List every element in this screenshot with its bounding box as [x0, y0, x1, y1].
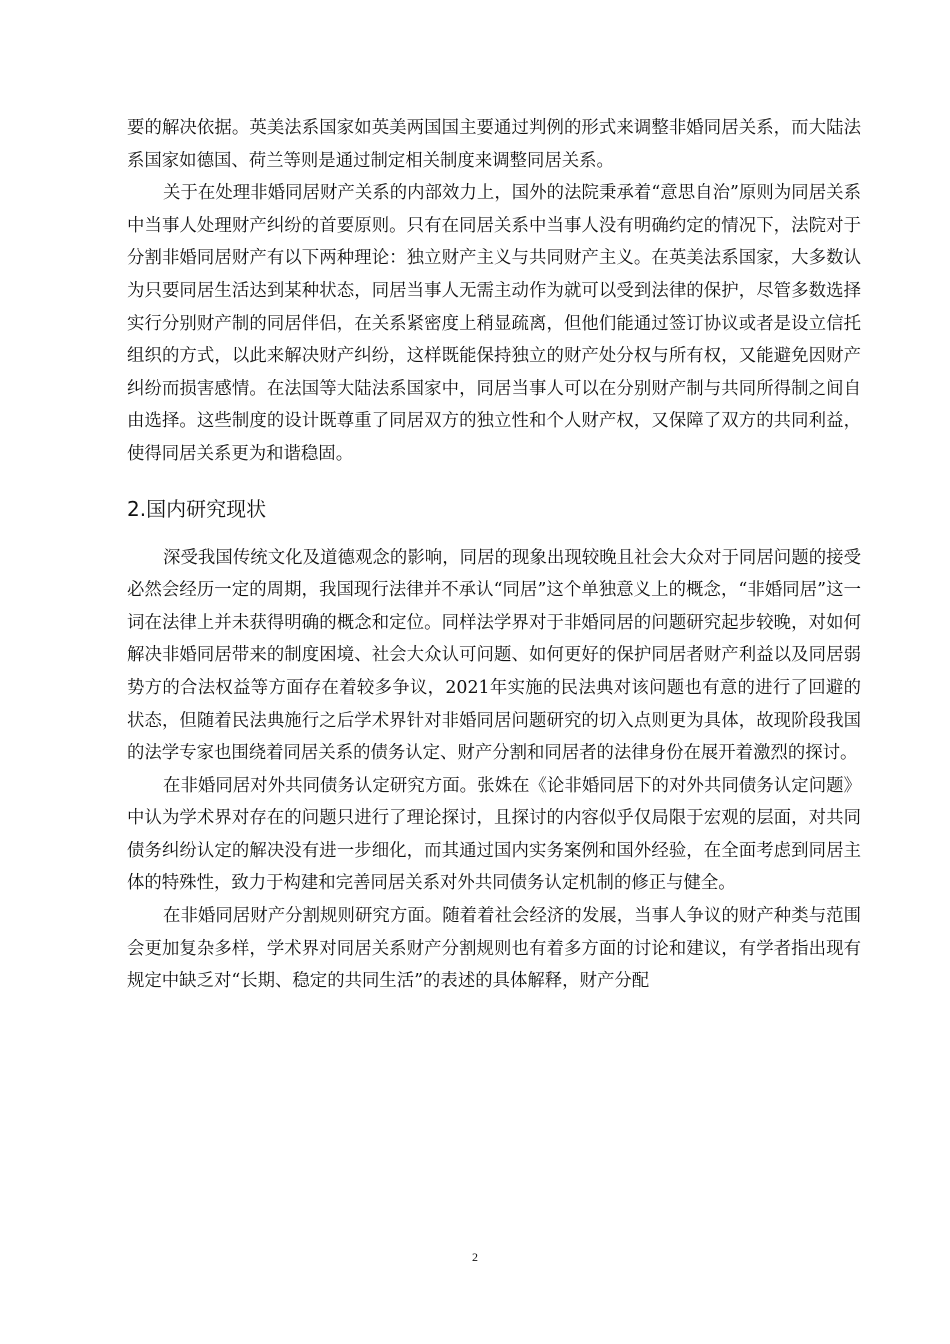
paragraph-domestic-overview: 深受我国传统文化及道德观念的影响，同居的现象出现较晚且社会大众对于同居问题的接受必然会经历一定的周期，我国现行法律并不承认“同居”这个单独意义上的概念，“非婚同居”这一词在法律上并未获得明确的概念和定位。同样法学界对于非婚同居的问题研究起步较晚，对如何解决非婚同居带来的制度困境、社会大众认可问题、如何更好的保护同居者财产利益以及同居弱势方的合法权益等方面存在着较多争议，2021年实施的民法典对该问题也有意的进行了回避的状态，但随着民法典施行之后学术界针对非婚同居问题研究的切入点则更为具体，故现阶段我国的法学专家也围绕着同居关系的债务认定、财产分割和同居者的法律身份在展开着激烈的探讨。: [127, 547, 861, 764]
document-body: [127, 112, 861, 998]
paragraph-foreign-property: 关于在处理非婚同居财产关系的内部效力上，国外的法院秉承着“意思自治”原则为同居关系中当事人处理财产纠纷的首要原则。只有在同居关系中当事人没有明确约定的情况下，法院对于分割非婚同居财产有以下两种理论：独立财产主义与共同财产主义。在英美法系国家，大多数认为只要同居生活达到某种状态，同居当事人无需主动作为就可以受到法律的保护，尽管多数选择实行分别财产制的同居伴侣，在关系紧密度上稍显疏离，但他们能通过签订协议或者是设立信托组织的方式，以此来解决财产纠纷，这样既能保持独立的财产处分权与所有权，又能避免因财产纠纷而损害感情。在法国等大陆法系国家中，同居当事人可以在分别财产制与共同所得制之间自由选择。这些制度的设计既尊重了同居双方的独立性和个人财产权，又保障了双方的共同利益，使得同居关系更为和谐稳固。: [127, 183, 861, 464]
paragraph-joint-debt: 在非婚同居对外共同债务认定研究方面。张姝在《论非婚同居下的对外共同债务认定问题》中认为学术界对存在的问题只进行了理论探讨，且探讨的内容似乎仅局限于宏观的层面，对共同债务纠纷认定的解决没有进一步细化，而其通过国内实务案例和国外经验，在全面考虑到同居主体的特殊性，致力于构建和完善同居关系对外共同债务认定机制的修正与健全。: [127, 775, 861, 894]
paragraph-property-division: 在非婚同居财产分割规则研究方面。随着着社会经济的发展，当事人争议的财产种类与范围会更加复杂多样，学术界对同居关系财产分割规则也有着多方面的讨论和建议，有学者指出现有规定中缺乏对“长期、稳定的共同生活”的表述的具体解释，财产分配: [127, 906, 861, 992]
paragraph-continuation: 要的解决依据。英美法系国家如英美两国国主要通过判例的形式来调整非婚同居关系，而大陆法系国家如德国、荷兰等则是通过制定相关制度来调整同居关系。: [127, 118, 861, 171]
page-number: 2: [472, 1250, 478, 1264]
section-heading-domestic-research: 2.国内研究现状: [127, 496, 267, 521]
